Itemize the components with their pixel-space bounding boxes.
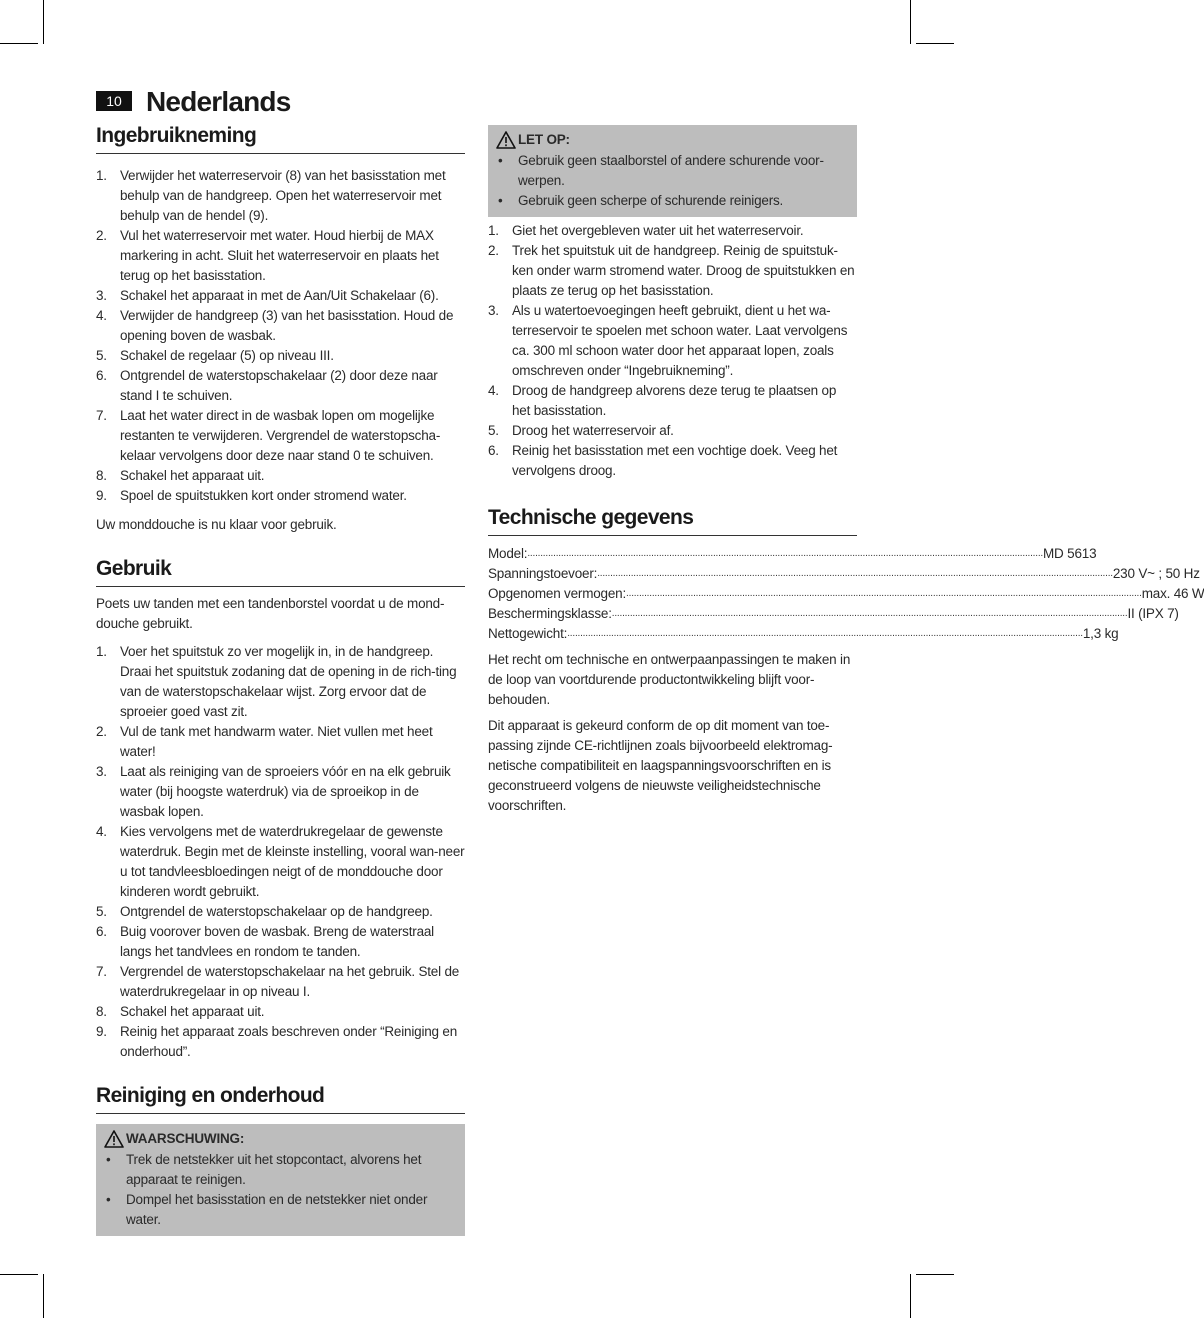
list-item	[488, 241, 857, 301]
crop-mark	[910, 0, 911, 44]
step-text: Als u watertoevoegingen heeft gebruikt, dient u het wa-terreservoir te spoelen met schoon water. Laat vervolgens ca. 300 ml schoon water door het apparaat lopen, zoals omschreven onder “Ingebruikneming”.	[512, 303, 848, 378]
crop-mark	[0, 1274, 38, 1275]
page-title: Nederlands	[146, 86, 291, 117]
step-text: Droog het waterreservoir af.	[512, 423, 674, 438]
tech-para-1: Het recht om technische en ontwerpaanpassingen te maken in de loop van voortdurende productontwikkeling blijft voor-behouden.	[488, 652, 851, 707]
steps-gebruik	[96, 642, 465, 1062]
spec-table	[488, 544, 1204, 644]
section-title-technisch: Technische gegevens	[488, 505, 857, 536]
step-text: Schakel de regelaar (5) op niveau III.	[120, 348, 334, 363]
step-number: 5.	[96, 904, 107, 919]
step-number: 9.	[96, 1024, 107, 1039]
crop-mark	[910, 1274, 911, 1318]
list-item	[496, 151, 849, 191]
step-number: 3.	[96, 764, 107, 779]
step-number: 8.	[96, 468, 107, 483]
step-number: 6.	[488, 443, 499, 458]
list-item	[488, 381, 857, 421]
step-text: Vergrendel de waterstopschakelaar na het gebruik. Stel de waterdrukregelaar in op niveau I.	[120, 964, 460, 999]
list-item	[96, 306, 465, 346]
warning-box	[96, 1124, 465, 1236]
step-text: Kies vervolgens met de waterdrukregelaar de gewenste waterdruk. Begin met de kleinste instelling, vooral wan-neer u tot tandvleesbloedingen neigt of de monddouche door kinderen wordt gebruikt.	[120, 824, 465, 899]
spec-row	[488, 564, 1200, 584]
step-text: Vul het waterreservoir met water. Houd hierbij de MAX markering in acht. Sluit het waterreservoir en plaats het terug op het basisstation.	[120, 228, 439, 283]
spec-row	[488, 604, 1179, 624]
right-column	[488, 125, 1204, 816]
list-item	[96, 366, 465, 406]
crop-mark	[0, 43, 38, 44]
step-number: 1.	[488, 223, 499, 238]
step-text: Laat als reiniging van de sproeiers vóór en na elk gebruik water (bij hoogste waterdruk) via de sproeikop in de wasbak lopen.	[120, 764, 451, 819]
step-text: Laat het water direct in de wasbak lopen om mogelijke restanten te verwijderen. Vergrendel de waterstopscha-kelaar vervolgens door deze naar stand 0 te schuiven.	[120, 408, 441, 463]
spec-label: Nettogewicht:	[488, 626, 568, 641]
dot-leader: ........................................................................................................................................................................................................	[567, 628, 1083, 639]
crop-mark	[43, 0, 44, 44]
step-number: 3.	[96, 288, 107, 303]
spec-row	[488, 544, 1097, 564]
step-number: 1.	[96, 168, 107, 183]
list-item	[96, 286, 465, 306]
bullet-text: Dompel het basisstation en de netstekker niet onder water.	[126, 1192, 428, 1227]
list-item	[96, 822, 465, 902]
step-text: Buig voorover boven de wasbak. Breng de waterstraal langs het tandvlees en rondom te tanden.	[120, 924, 434, 959]
list-item	[96, 1022, 465, 1062]
spec-value: MD 5613	[1043, 546, 1097, 561]
crop-mark	[43, 1274, 44, 1318]
step-number: 2.	[488, 243, 499, 258]
page-number: 10	[96, 91, 132, 111]
step-text: Verwijder het waterreservoir (8) van het basisstation met behulp van de handgreep. Open het waterreservoir met behulp van de hendel (9).	[120, 168, 446, 223]
step-number: 7.	[96, 964, 107, 979]
bullet-icon: •	[106, 1192, 111, 1207]
step-text: Voer het spuitstuk zo ver mogelijk in, in de handgreep. Draai het spuitstuk zodaning dat de opening in de rich-ting van de waterstopschakelaar wijst. Zorg ervoor dat de sproeier goed vast zit.	[120, 644, 457, 719]
list-item	[96, 902, 465, 922]
list-item	[96, 406, 465, 466]
step-text: Reinig het basisstation met een vochtige doek. Veeg het vervolgens droog.	[512, 443, 838, 478]
list-item	[96, 642, 465, 722]
list-item	[104, 1190, 457, 1230]
gebruik-intro: Poets uw tanden met een tandenborstel voordat u de mond-douche gebruikt.	[96, 596, 445, 631]
step-number: 3.	[488, 303, 499, 318]
left-column	[96, 123, 465, 1236]
step-number: 9.	[96, 488, 107, 503]
spec-label: Spanningstoevoer:	[488, 566, 598, 581]
list-item	[96, 962, 465, 1002]
note-box	[488, 125, 857, 217]
step-number: 7.	[96, 408, 107, 423]
spec-label: Model:	[488, 546, 528, 561]
list-item	[488, 301, 857, 381]
warning-triangle-icon	[496, 131, 516, 149]
step-number: 5.	[488, 423, 499, 438]
spec-value: 1,3 kg	[1082, 626, 1119, 641]
list-item	[496, 191, 849, 211]
list-item	[96, 166, 465, 226]
list-item	[96, 466, 465, 486]
spec-row	[488, 624, 1119, 644]
step-number: 1.	[96, 644, 107, 659]
step-number: 6.	[96, 924, 107, 939]
step-text: Vul de tank met handwarm water. Niet vullen met heet water!	[120, 724, 433, 759]
spec-value: 230 V~ ; 50 Hz	[1112, 566, 1200, 581]
list-item	[488, 421, 857, 441]
step-number: 2.	[96, 724, 107, 739]
crop-mark	[916, 1274, 954, 1275]
section-title-gebruik: Gebruik	[96, 556, 465, 587]
list-item	[96, 346, 465, 366]
warning-triangle-icon	[104, 1130, 124, 1148]
dot-leader: ........................................................................................................................................................................................................	[611, 608, 1128, 619]
list-item	[104, 1150, 457, 1190]
list-item	[96, 226, 465, 286]
tech-para-2: Dit apparaat is gekeurd conform de op dit moment van toe-passing zijnde CE-richtlijnen zoals bijvoorbeeld elektromag-netische compatibiliteit en laagspanningsvoorschriften en is geconstrueerd volgens de nieuwste veiligheidstechnische voorschriften.	[488, 718, 833, 813]
note-title: LET OP:	[518, 132, 570, 147]
bullet-icon: •	[498, 193, 503, 208]
list-item	[96, 486, 465, 506]
step-text: Schakel het apparaat in met de Aan/Uit Schakelaar (6).	[120, 288, 439, 303]
crop-mark	[916, 43, 954, 44]
note-heading	[496, 129, 849, 151]
step-number: 2.	[96, 228, 107, 243]
list-item	[96, 722, 465, 762]
step-text: Ontgrendel de waterstopschakelaar op de handgreep.	[120, 904, 433, 919]
step-text: Schakel het apparaat uit.	[120, 1004, 265, 1019]
list-item	[488, 441, 857, 481]
step-number: 4.	[96, 308, 107, 323]
step-text: Giet het overgebleven water uit het waterreservoir.	[512, 223, 804, 238]
bullet-text: Trek de netstekker uit het stopcontact, alvorens het apparaat te reinigen.	[126, 1152, 422, 1187]
warning-list	[104, 1150, 457, 1230]
step-text: Reinig het apparaat zoals beschreven onder “Reiniging en onderhoud”.	[120, 1024, 458, 1059]
step-text: Trek het spuitstuk uit de handgreep. Reinig de spuitstuk-ken onder warm stromend water. Droog de spuitstukken en plaats ze terug op het basisstation.	[512, 243, 855, 298]
spec-value: max. 46 W	[1141, 586, 1204, 601]
bullet-text: Gebruik geen staalborstel of andere schurende voor-werpen.	[518, 153, 824, 188]
dot-leader: ........................................................................................................................................................................................................	[527, 548, 1043, 559]
dot-leader: ........................................................................................................................................................................................................	[597, 568, 1113, 579]
step-text: Ontgrendel de waterstopschakelaar (2) door deze naar stand I te schuiven.	[120, 368, 438, 403]
spec-row	[488, 584, 1204, 604]
bullet-icon: •	[498, 153, 503, 168]
step-text: Schakel het apparaat uit.	[120, 468, 265, 483]
spec-label: Opgenomen vermogen:	[488, 586, 627, 601]
section-title-ingebruikneming: Ingebruikneming	[96, 123, 465, 154]
step-number: 8.	[96, 1004, 107, 1019]
step-number: 4.	[96, 824, 107, 839]
step-text: Spoel de spuitstukken kort onder stromend water.	[120, 488, 407, 503]
list-item	[96, 1002, 465, 1022]
warning-title: WAARSCHUWING:	[126, 1131, 245, 1146]
step-text: Verwijder de handgreep (3) van het basisstation. Houd de opening boven de wasbak.	[120, 308, 454, 343]
note-list	[496, 151, 849, 211]
bullet-text: Gebruik geen scherpe of schurende reinigers.	[518, 193, 784, 208]
step-number: 5.	[96, 348, 107, 363]
step-number: 4.	[488, 383, 499, 398]
section-title-reiniging: Reiniging en onderhoud	[96, 1083, 465, 1114]
steps-reiniging	[488, 221, 857, 481]
steps-ingebruikneming	[96, 166, 465, 506]
dot-leader: ........................................................................................................................................................................................................	[626, 588, 1142, 599]
step-number: 6.	[96, 368, 107, 383]
spec-label: Beschermingsklasse:	[488, 606, 612, 621]
list-item	[96, 922, 465, 962]
ready-text: Uw monddouche is nu klaar voor gebruik.	[96, 517, 337, 532]
list-item	[96, 762, 465, 822]
list-item	[488, 221, 857, 241]
warning-heading	[104, 1128, 457, 1150]
step-text: Droog de handgreep alvorens deze terug te plaatsen op het basisstation.	[512, 383, 837, 418]
bullet-icon: •	[106, 1152, 111, 1167]
spec-value: II (IPX 7)	[1127, 606, 1179, 621]
